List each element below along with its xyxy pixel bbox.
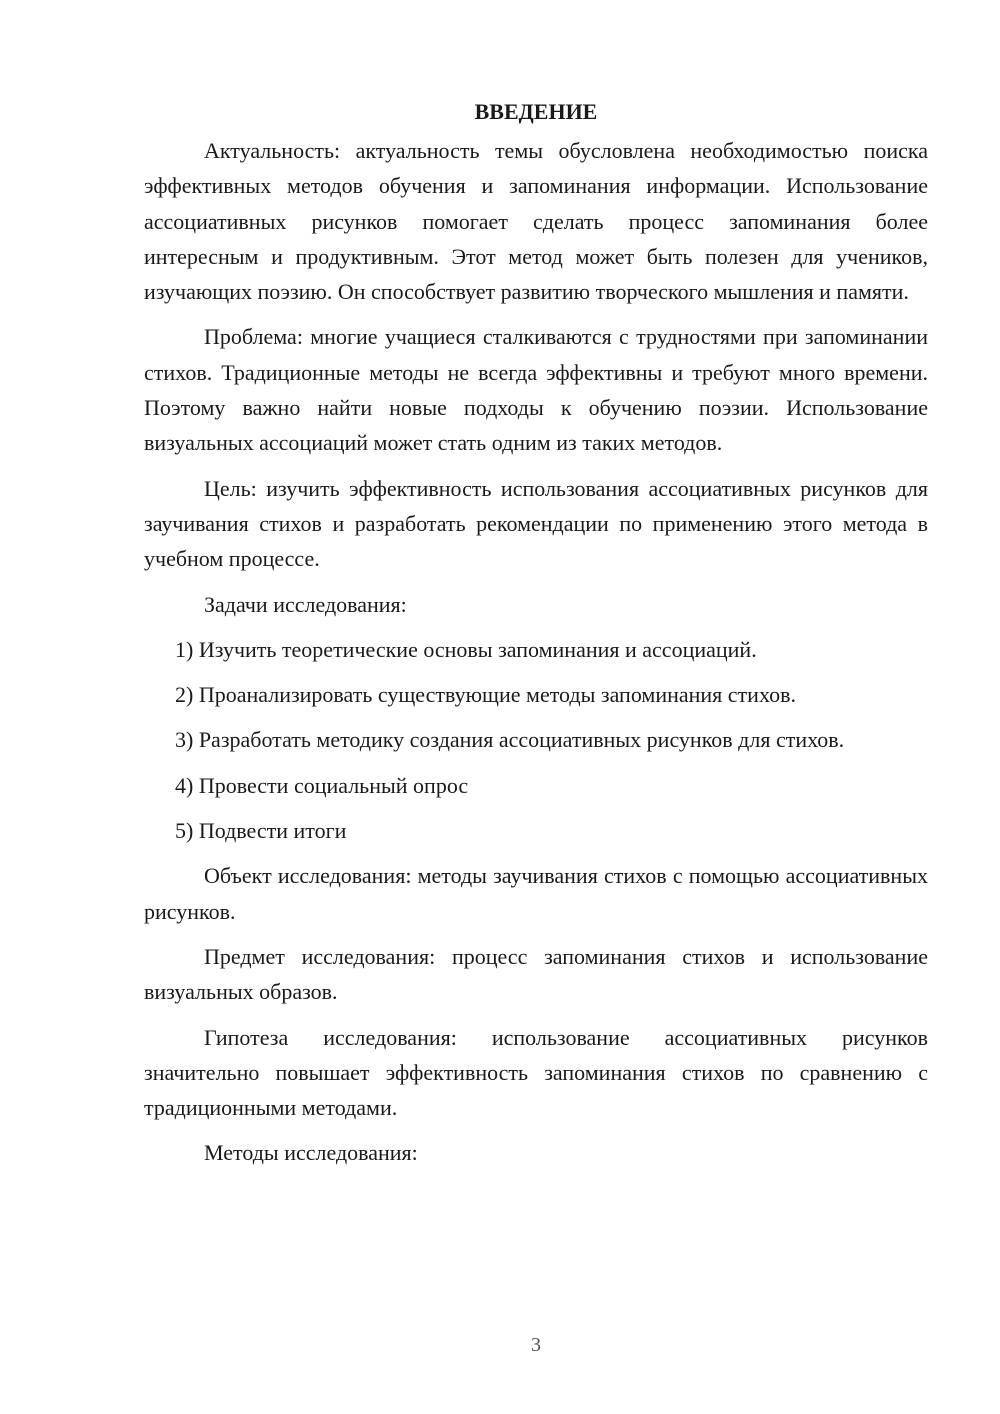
object-paragraph: Объект исследования: методы заучивания стихов с помощью ассоциативных рисунков. xyxy=(144,863,928,924)
task-item: 1) Изучить теоретические основы запоминания и ассоциаций. xyxy=(175,636,757,662)
tasks-title: Задачи исследования: xyxy=(204,591,407,617)
section-heading: ВВЕДЕНИЕ xyxy=(474,99,598,124)
page-number: 3 xyxy=(531,1334,541,1356)
subject-paragraph: Предмет исследования: процесс запоминания стихов и использование визуальных образов. xyxy=(144,943,928,1005)
problem-paragraph: Проблема: многие учащиеся сталкиваются с трудностями при запоминании стихов. Традиционные методы не всегда эффективны и требуют много времени. Поэтому важно найти новые подходы к обучению поэзии. Использование визуальных ассоциаций может стать одним из таких методов. xyxy=(144,324,928,456)
document-body xyxy=(144,94,928,1181)
task-item: 4) Провести социальный опрос xyxy=(175,772,469,798)
task-item: 2) Проанализировать существующие методы запоминания стихов. xyxy=(175,682,796,708)
hypothesis-paragraph: Гипотеза исследования: использование ассоциативных рисунков значительно повышает эффективность запоминания стихов по сравнению с традиционными методами. xyxy=(144,1024,928,1121)
relevance-paragraph: Актуальность: актуальность темы обусловлена необходимостью поиска эффективных методов обучения и запоминания информации. Использование ассоциативных рисунков помогает сделать процесс запоминания более интересным и продуктивным. Этот метод может быть полезен для учеников, изучающих поэзию. Он способствует развитию творческого мышления и памяти. xyxy=(144,138,928,305)
methods-title: Методы исследования: xyxy=(204,1140,418,1166)
goal-paragraph: Цель: изучить эффективность использования ассоциативных рисунков для заучивания стихов и разработать рекомендации по применению этого метода в учебном процессе. xyxy=(144,475,928,572)
task-item: 5) Подвести итоги xyxy=(175,818,347,844)
task-item: 3) Разработать методику создания ассоциативных рисунков для стихов. xyxy=(175,727,845,753)
